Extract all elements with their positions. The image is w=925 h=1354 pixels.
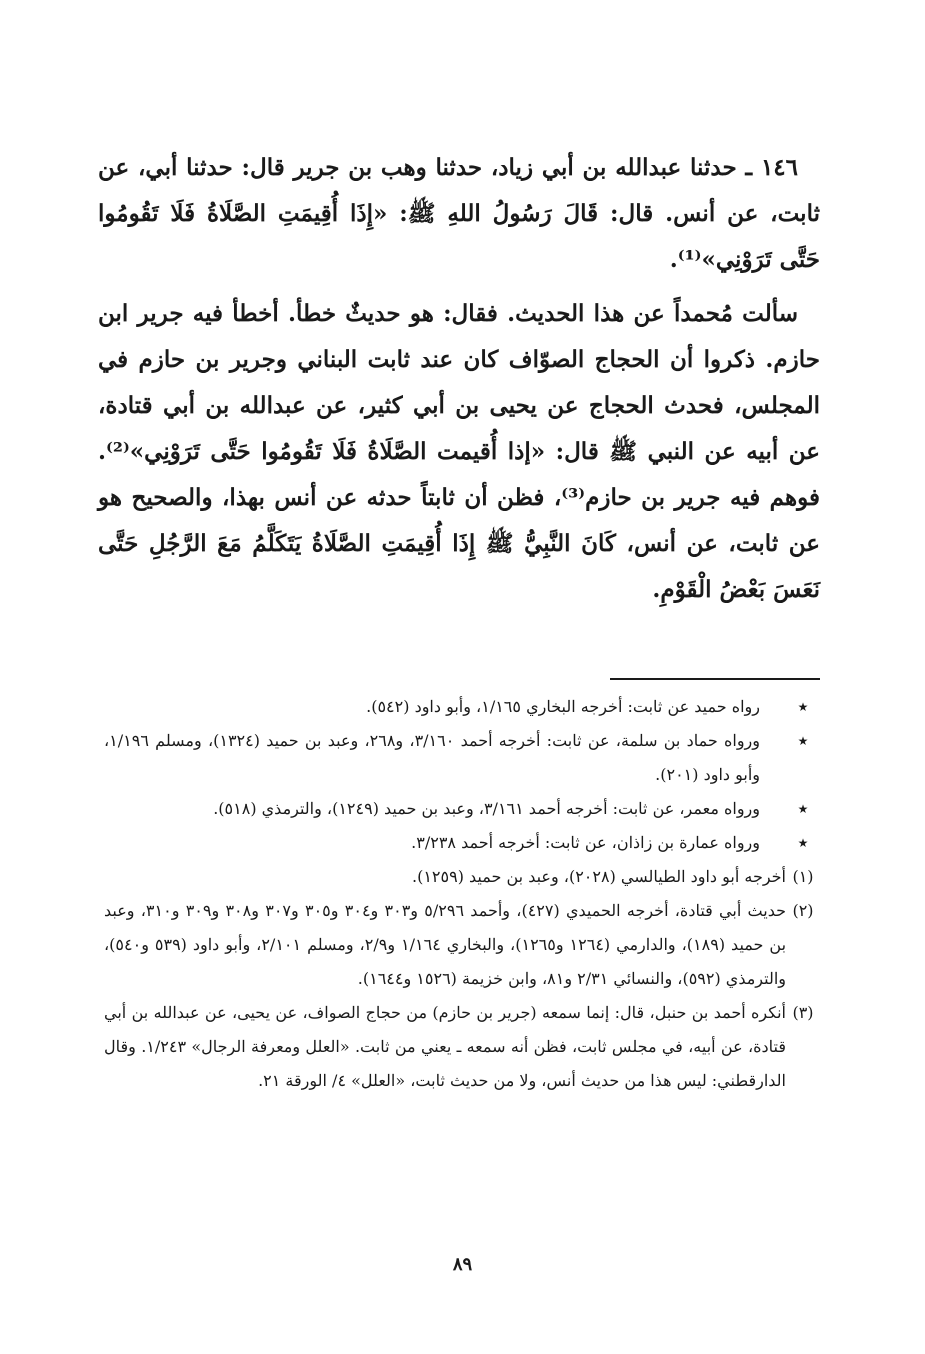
footnote-item	[104, 724, 820, 792]
hadith-text	[98, 145, 820, 621]
hadith-paragraph: ١٤٦ ـ حدثنا عبدالله بن أبي زياد، حدثنا وهب بن جرير قال: حدثنا أبي، عن ثابت، عن أنس. قال: قَالَ رَسُولُ اللهِ ﷺ: «إِذَا أُقِيمَتِ الصَّلَاةُ فَلَا تَقُومُوا حَتَّى تَرَوْنِي»⁽¹⁾.	[98, 154, 820, 273]
footnote-separator	[610, 678, 820, 680]
footnote-item	[104, 860, 820, 894]
footnote-star-marker: ★	[797, 700, 809, 714]
footnote-text: أنكره أحمد بن حنبل، قال: إنما سمعه (جرير بن حازم) من حجاج الصواف، عن يحيى، عن عبدالله بن أبي قتادة، عن أبيه، في مجلس ثابت، فظن أنه سمعه ـ يعني من ثابت. «العلل ومعرفة الرجال» ١/٢٤٣. وقال الدارقطني: ليس هذا من حديث أنس، ولا من حديث ثابت، «العلل» ٤/ الورقة ٢١.	[104, 1003, 786, 1090]
footnotes	[104, 690, 820, 1098]
footnote-item	[104, 894, 820, 996]
footnote-number-marker: (١)	[792, 867, 814, 886]
footnote-text: حديث أبي قتادة، أخرجه الحميدي (٤٢٧)، وأحمد ٥/٢٩٦ و٣٠٣ و٣٠٤ و٣٠٥ و٣٠٧ و٣٠٨ و٣٠٩ و٣١٠، وعبد بن حميد (١٨٩)، والدارمي (١٢٦٤ و١٢٦٥)، والبخاري ١/١٦٤ و٢/٩، ومسلم ٢/١٠١، وأبو داود (٥٣٩ و٥٤٠)، والترمذي (٥٩٢)، والنسائي ٢/٣١ و٨١، وابن خزيمة (١٥٢٦ و١٦٤٤).	[104, 901, 787, 988]
footnote-item	[104, 996, 820, 1098]
footnote-star-marker: ★	[797, 802, 809, 816]
footnote-number-marker: (٢)	[792, 901, 814, 920]
footnote-text: رواه حميد عن ثابت: أخرجه البخاري ١/١٦٥، وأبو داود (٥٤٢).	[366, 697, 760, 716]
footnote-text: ورواه معمر، عن ثابت: أخرجه أحمد ٣/١٦١، وعبد بن حميد (١٢٤٩)، والترمذي (٥١٨).	[213, 799, 760, 818]
footnote-item	[104, 826, 820, 860]
commentary-paragraph: سألت مُحمداً عن هذا الحديث. فقال: هو حديثٌ خطأ. أخطأ فيه جرير ابن حازم. ذكروا أن الحجاج الصوّاف كان عند ثابت البناني وجرير بن حازم في المجلس، فحدث الحجاج عن يحيى بن أبي كثير، عن عبدالله بن أبي قتادة، عن أبيه عن النبي ﷺ قال: «إذا أُقيمت الصَّلَاةُ فَلَا تَقُومُوا حَتَّى تَرَوْنِي»⁽²⁾. فوهم فيه جرير بن حازم⁽³⁾، فظن أن ثابتاً حدثه عن أنس بهذا، والصحيح هو عن ثابت، عن أنس، كَانَ النَّبِيُّ ﷺ إِذَا أُقِيمَتِ الصَّلَاةُ يَتَكَلَّمُ مَعَ الرَّجُلِ حَتَّى نَعَسَ بَعْضُ الْقَوْمِ.	[98, 300, 820, 603]
footnote-star-marker: ★	[797, 734, 809, 748]
footnote-star-marker: ★	[797, 836, 809, 850]
footnote-text: أخرجه أبو داود الطيالسي (٢٠٢٨)، وعبد بن حميد (١٢٥٩).	[411, 867, 786, 886]
footnote-item	[104, 690, 820, 724]
footnote-text: ورواه حماد بن سلمة، عن ثابت: أخرجه أحمد ٣/١٦٠، و٢٦٨، وعبد بن حميد (١٣٢٤)، ومسلم ١/١٩٦، وأبو داود (٢٠١).	[104, 731, 761, 784]
footnote-text: ورواه عمارة بن زاذان، عن ثابت: أخرجه أحمد ٣/٢٣٨.	[411, 833, 760, 852]
page-number: ٨٩	[452, 1254, 473, 1275]
footnote-number-marker: (٣)	[792, 1003, 814, 1022]
footnote-item	[104, 792, 820, 826]
